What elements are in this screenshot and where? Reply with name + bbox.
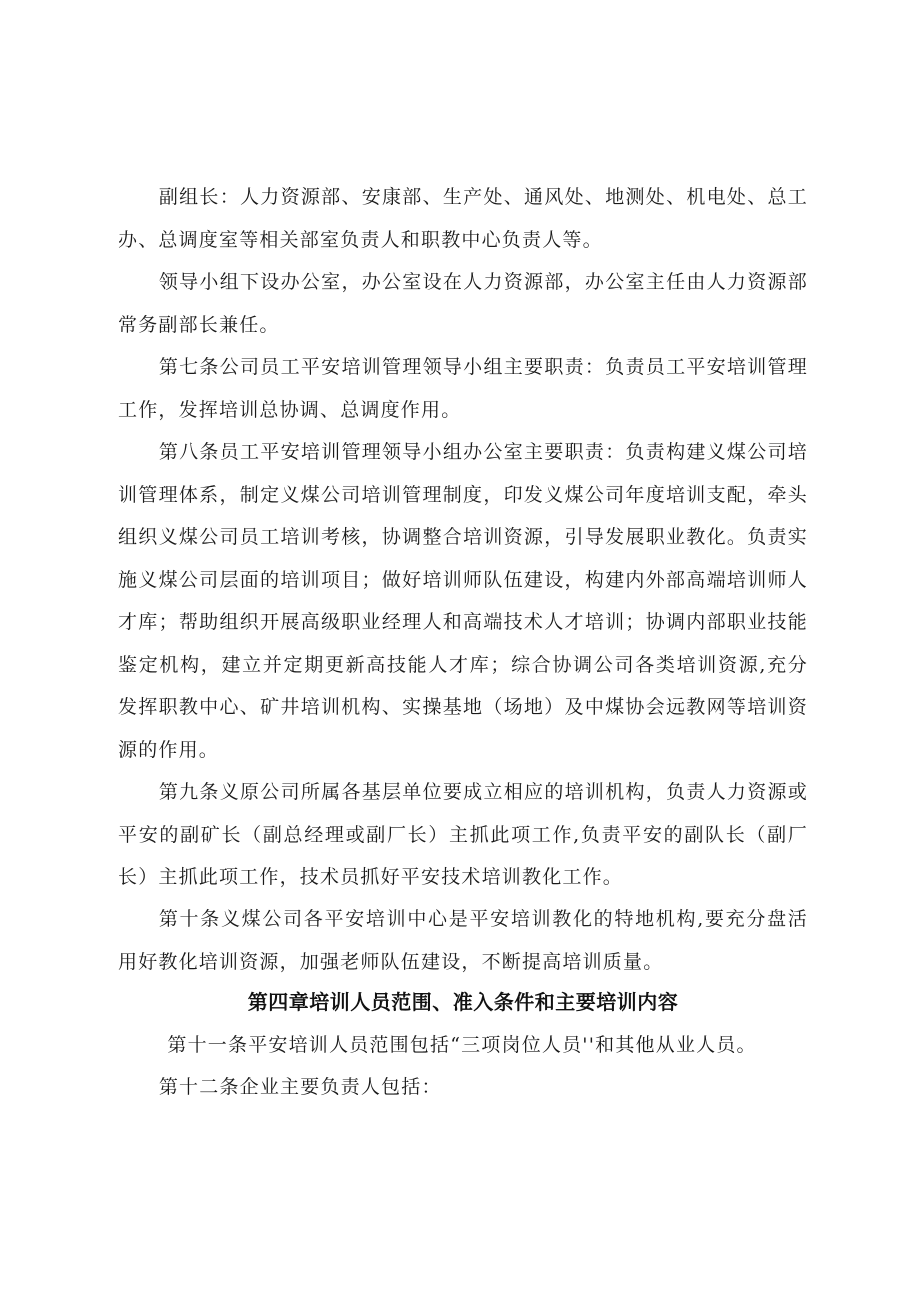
paragraph-leading-group-office: 领导小组下设办公室，办公室设在人力资源部，办公室主任由人力资源部常务副部长兼任。: [118, 271, 808, 336]
paragraph-article-8: 第八条员工平安培训管理领导小组办公室主要职责：负责构建义煤公司培训管理体系，制定义煤公司培训管理制度，印发义煤公司年度培训支配，牵头组织义煤公司员工培训考核，协调整合培训资源，引导发展职业教化。负责实施义煤公司层面的培训项目；做好培训师队伍建设，构建内外部高端培训师人才库；帮助组织开展高级职业经理人和高端技术人才培训；协调内部职业技能鉴定机构，建立并定期更新高技能人才库；综合协调公司各类培训资源,充分发挥职教中心、矿井培训机构、实操基地（场地）及中煤协会远教网等培训资源的作用。: [118, 441, 808, 761]
paragraph-article-11: 第十一条平安培训人员范围包括“三项岗位人员''和其他从业人员。: [167, 1034, 757, 1056]
chapter-heading: 第四章培训人员范围、准入条件和主要培训内容: [247, 990, 679, 1014]
paragraph-article-10: 第十条义煤公司各平安培训中心是平安培训教化的特地机构,要充分盘活用好教化培训资源，加强老师队伍建设，不断提高培训质量。: [118, 908, 808, 973]
paragraph-article-12: 第十二条企业主要负责人包括：: [158, 1076, 442, 1098]
paragraph-article-9: 第九条义原公司所属各基层单位要成立相应的培训机构，负责人力资源或平安的副矿长（副总经理或副厂长）主抓此项工作,负责平安的副队长（副厂长）主抓此项工作，技术员抓好平安技术培训教化工作。: [118, 781, 808, 888]
paragraph-deputy-leaders: 副组长：人力资源部、安康部、生产处、通风处、地测处、机电处、总工办、总调度室等相关部室负责人和职教中心负责人等。: [118, 186, 808, 251]
paragraph-article-7: 第七条公司员工平安培训管理领导小组主要职责：负责员工平安培训管理工作，发挥培训总协调、总调度作用。: [118, 356, 808, 421]
